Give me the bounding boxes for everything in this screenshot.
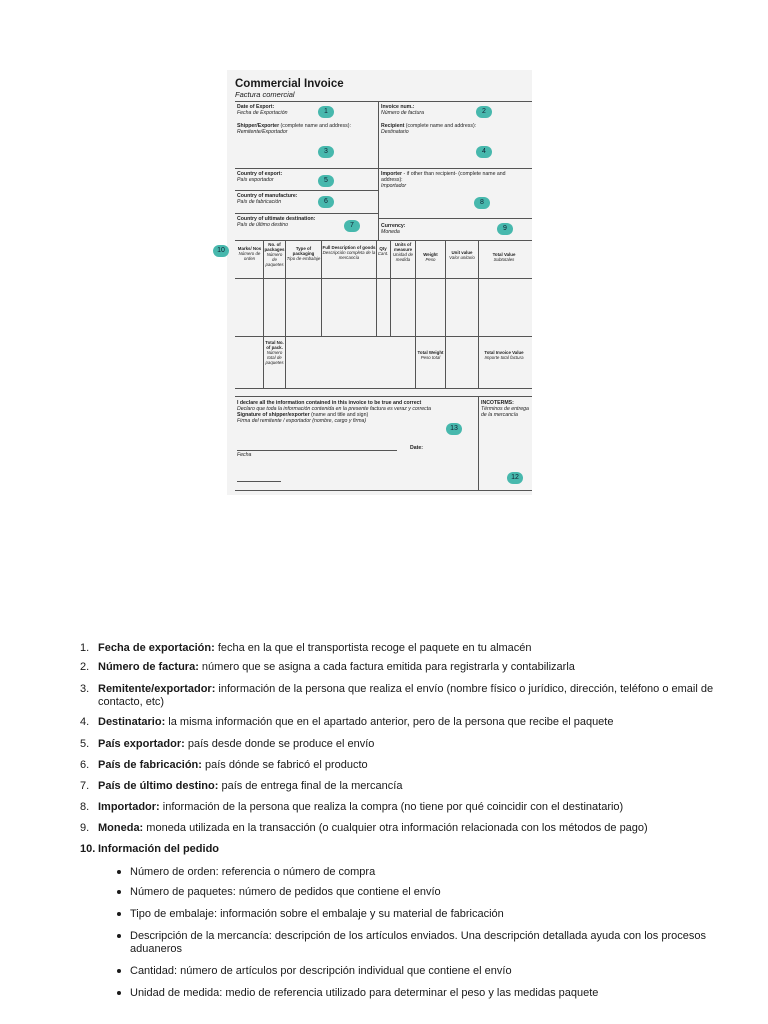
grid-line xyxy=(415,240,416,388)
badge-4: 4 xyxy=(476,146,492,158)
commercial-invoice-image xyxy=(217,70,532,495)
invoice-title: Commercial Invoice xyxy=(235,78,344,90)
column-header-marks: Marks/ Nos Número de orden xyxy=(237,246,262,261)
grid-line xyxy=(235,490,532,491)
total-invoice-value-label: Total Invoice Value Importe total factura xyxy=(484,350,524,360)
invoice-number-field: Invoice num.: Número de factura xyxy=(381,104,424,116)
grid-line xyxy=(235,336,532,337)
column-header-quantity: Qty Cant. xyxy=(377,246,389,256)
badge-6: 6 xyxy=(318,196,334,208)
country-of-destination-field: Country of ultimate destination: País de último destino xyxy=(237,216,316,228)
badge-1: 1 xyxy=(318,106,334,118)
fecha-label: Fecha xyxy=(237,452,252,458)
grid-line xyxy=(478,396,479,490)
column-header-packages: No. of packages Número de paquetes xyxy=(264,242,285,267)
bullet-icon xyxy=(117,969,121,973)
country-of-export-field: Country of export: País exportador xyxy=(237,171,283,183)
bullet-icon xyxy=(117,870,121,874)
total-packages-label: Total No. of pack. Número total de paquetes xyxy=(265,340,284,365)
importer-field: Importer - if other than recipient- (complete name and address): Importador xyxy=(381,171,506,189)
total-weight-label: Total Weight Peso total xyxy=(417,350,444,360)
bullet-icon xyxy=(117,934,121,938)
grid-line xyxy=(235,213,378,214)
column-header-weight: Weight Peso xyxy=(423,252,438,262)
grid-line xyxy=(235,101,532,102)
signature-line xyxy=(237,450,397,451)
badge-13: 13 xyxy=(446,423,462,435)
date-line xyxy=(237,481,281,482)
grid-line xyxy=(235,278,532,279)
column-header-unit-value: Unit value Valor unitario xyxy=(449,250,475,260)
grid-line xyxy=(378,101,379,240)
grid-line xyxy=(285,240,286,388)
column-header-total-value: Total Value Subtotales xyxy=(492,252,516,262)
badge-8: 8 xyxy=(474,197,490,209)
date-label: Date: xyxy=(410,445,423,451)
recipient-field: Recipient (complete name and address): Destinatario xyxy=(381,123,477,135)
badge-3: 3 xyxy=(318,146,334,158)
column-header-packaging: Type of packaging Tipo de embalaje xyxy=(286,246,321,261)
grid-line xyxy=(378,218,532,219)
grid-line xyxy=(478,240,479,388)
incoterms-field: INCOTERMS: Términos de entrega de la mercancía xyxy=(481,400,529,418)
bullet-icon xyxy=(117,912,121,916)
grid-line xyxy=(235,396,532,397)
column-header-description: Full Description of goods Descripción completa de la mercancía xyxy=(322,245,376,260)
grid-line xyxy=(445,240,446,388)
currency-field: Currency: Moneda xyxy=(381,223,406,235)
bullet-icon xyxy=(117,890,121,894)
bullet-icon xyxy=(117,991,121,995)
grid-line xyxy=(235,168,532,169)
country-of-manufacture-field: Country of manufacture: País de fabricación xyxy=(237,193,298,205)
date-of-export-field: Date of Export: Fecha de Exportación xyxy=(237,104,288,116)
grid-line xyxy=(235,240,532,241)
invoice-subtitle: Factura comercial xyxy=(235,90,295,99)
badge-2: 2 xyxy=(476,106,492,118)
grid-line xyxy=(235,388,532,389)
badge-10: 10 xyxy=(213,245,229,257)
badge-7: 7 xyxy=(344,220,360,232)
grid-line xyxy=(235,190,378,191)
badge-12: 12 xyxy=(507,472,523,484)
badge-9: 9 xyxy=(497,223,513,235)
column-header-units: Units of measure Unidad de medida xyxy=(392,242,414,262)
shipper-field: Shipper/Exporter (complete name and address): Remitente/Exportador xyxy=(237,123,351,135)
badge-5: 5 xyxy=(318,175,334,187)
declaration-text: I declare all the information contained in this invoice to be true and correct Declaro que toda la información contenida en la presente factura es veraz y correcta Signature of shipper/exporter (name and title and sign) Firma del remitente / exportador (nombre, cargo y firma) xyxy=(237,400,432,424)
